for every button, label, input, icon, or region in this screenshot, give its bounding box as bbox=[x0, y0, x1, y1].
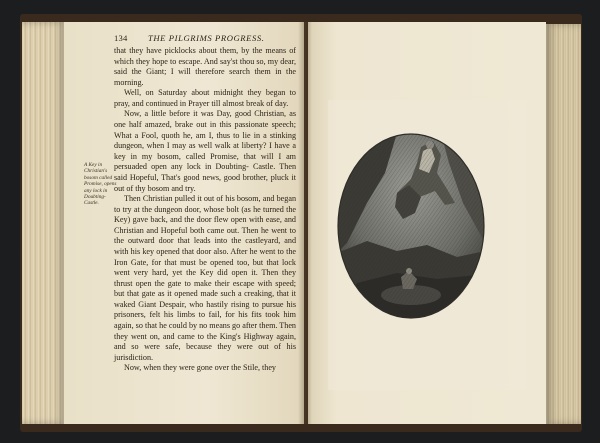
text-line: Now, when they were gone over the Stile, they bbox=[124, 363, 276, 373]
text-line: liberty? I have a key in my bosom, called Promise, bbox=[114, 141, 296, 161]
text-line: of which they hope to escape. And say'st thou so, bbox=[114, 46, 296, 66]
body-text bbox=[114, 46, 296, 374]
margin-note-line: A Key in bbox=[84, 162, 103, 168]
paragraph bbox=[114, 194, 296, 363]
text-line: Then Christian pulled it out of his bosom, and bbox=[124, 194, 275, 204]
running-head bbox=[114, 33, 296, 45]
text-line: as one half amazed, brake out in this passionate bbox=[114, 109, 296, 130]
text-line: turned the Key) gave back, and the door flew open bbox=[114, 204, 297, 225]
page-number: 134 bbox=[114, 33, 128, 43]
margin-note-line: bosom called bbox=[84, 174, 113, 181]
text-line: to make their escape with speed; but that gate as it bbox=[114, 278, 297, 299]
text-line: that will I am persuaded open any lock in Doubting- bbox=[114, 151, 296, 172]
running-title: THE PILGRIMS PROGRESS. bbox=[148, 33, 265, 43]
text-line: Despair, who hastily rising to pursue his prisoners, bbox=[114, 299, 296, 320]
text-line: with ease, and Christian and Hopeful both came out. bbox=[114, 215, 296, 235]
book-gutter bbox=[298, 22, 312, 424]
margin-note-line: Castle. bbox=[84, 200, 99, 207]
margin-note-line: Christian's bbox=[84, 168, 108, 175]
text-line: a stinking dungeon, when I may as well walk at bbox=[114, 130, 297, 151]
text-line: Castle. Then said Hopeful, That's good news, good bbox=[114, 162, 297, 182]
text-line: Key did open it. Then they thrust open the gate bbox=[114, 268, 297, 288]
text-line: pray, and continued in Prayer till almost break of bbox=[114, 98, 273, 108]
text-line: Then he went to the outward door that leads into bbox=[114, 225, 296, 246]
paragraph bbox=[114, 363, 296, 374]
paragraph bbox=[114, 88, 296, 109]
text-line: day. bbox=[275, 98, 289, 108]
paragraph bbox=[114, 46, 296, 88]
text-line: them in the morning. bbox=[114, 67, 296, 87]
text-line: be opened too, but that lock went very hard, yet the bbox=[114, 257, 296, 278]
margin-note bbox=[84, 162, 117, 207]
margin-note-line: Doubting- bbox=[84, 194, 106, 201]
show-through-text bbox=[512, 70, 520, 290]
paragraph bbox=[114, 109, 296, 194]
margin-note-line: any lock in bbox=[84, 187, 108, 194]
text-line: that they have picklocks about them, by the means bbox=[114, 46, 287, 55]
right-page-edges bbox=[545, 24, 581, 424]
left-page-edges bbox=[22, 22, 66, 424]
text-line: went on, and came to the King's Highway again, bbox=[130, 331, 297, 341]
text-line: my dear, said the Giant; I will therefore search bbox=[114, 56, 296, 77]
text-line: also. After he went to the Iron Gate, for that must bbox=[114, 246, 297, 267]
text-line: and so were safe, because they were out of his bbox=[114, 342, 296, 352]
text-line: jurisdiction. bbox=[114, 352, 154, 362]
text-line: felt his limbs to fail, for his fits took him again, so bbox=[114, 310, 297, 331]
text-line: Well, on Saturday about midnight they began to bbox=[124, 88, 296, 98]
text-line: that he could by no means go after them. Then they bbox=[114, 321, 296, 341]
text-line: speech; What a Fool, quoth he, am I, thus to lie in bbox=[114, 120, 296, 140]
text-line: the castleyard, and with his key opened that door bbox=[114, 236, 297, 256]
text-line: brother, pluck it out of thy bosom and try. bbox=[114, 172, 297, 193]
text-line: opened made such a creaking, that it waked Giant bbox=[114, 289, 296, 309]
text-line: began to try at the dungeon door, whose bolt (as he bbox=[114, 194, 297, 214]
text-line: Now, a little before it was Day, good Christian, bbox=[124, 109, 287, 119]
engraving-illustration bbox=[337, 133, 485, 319]
margin-note-line: Promise, opens bbox=[84, 181, 117, 188]
